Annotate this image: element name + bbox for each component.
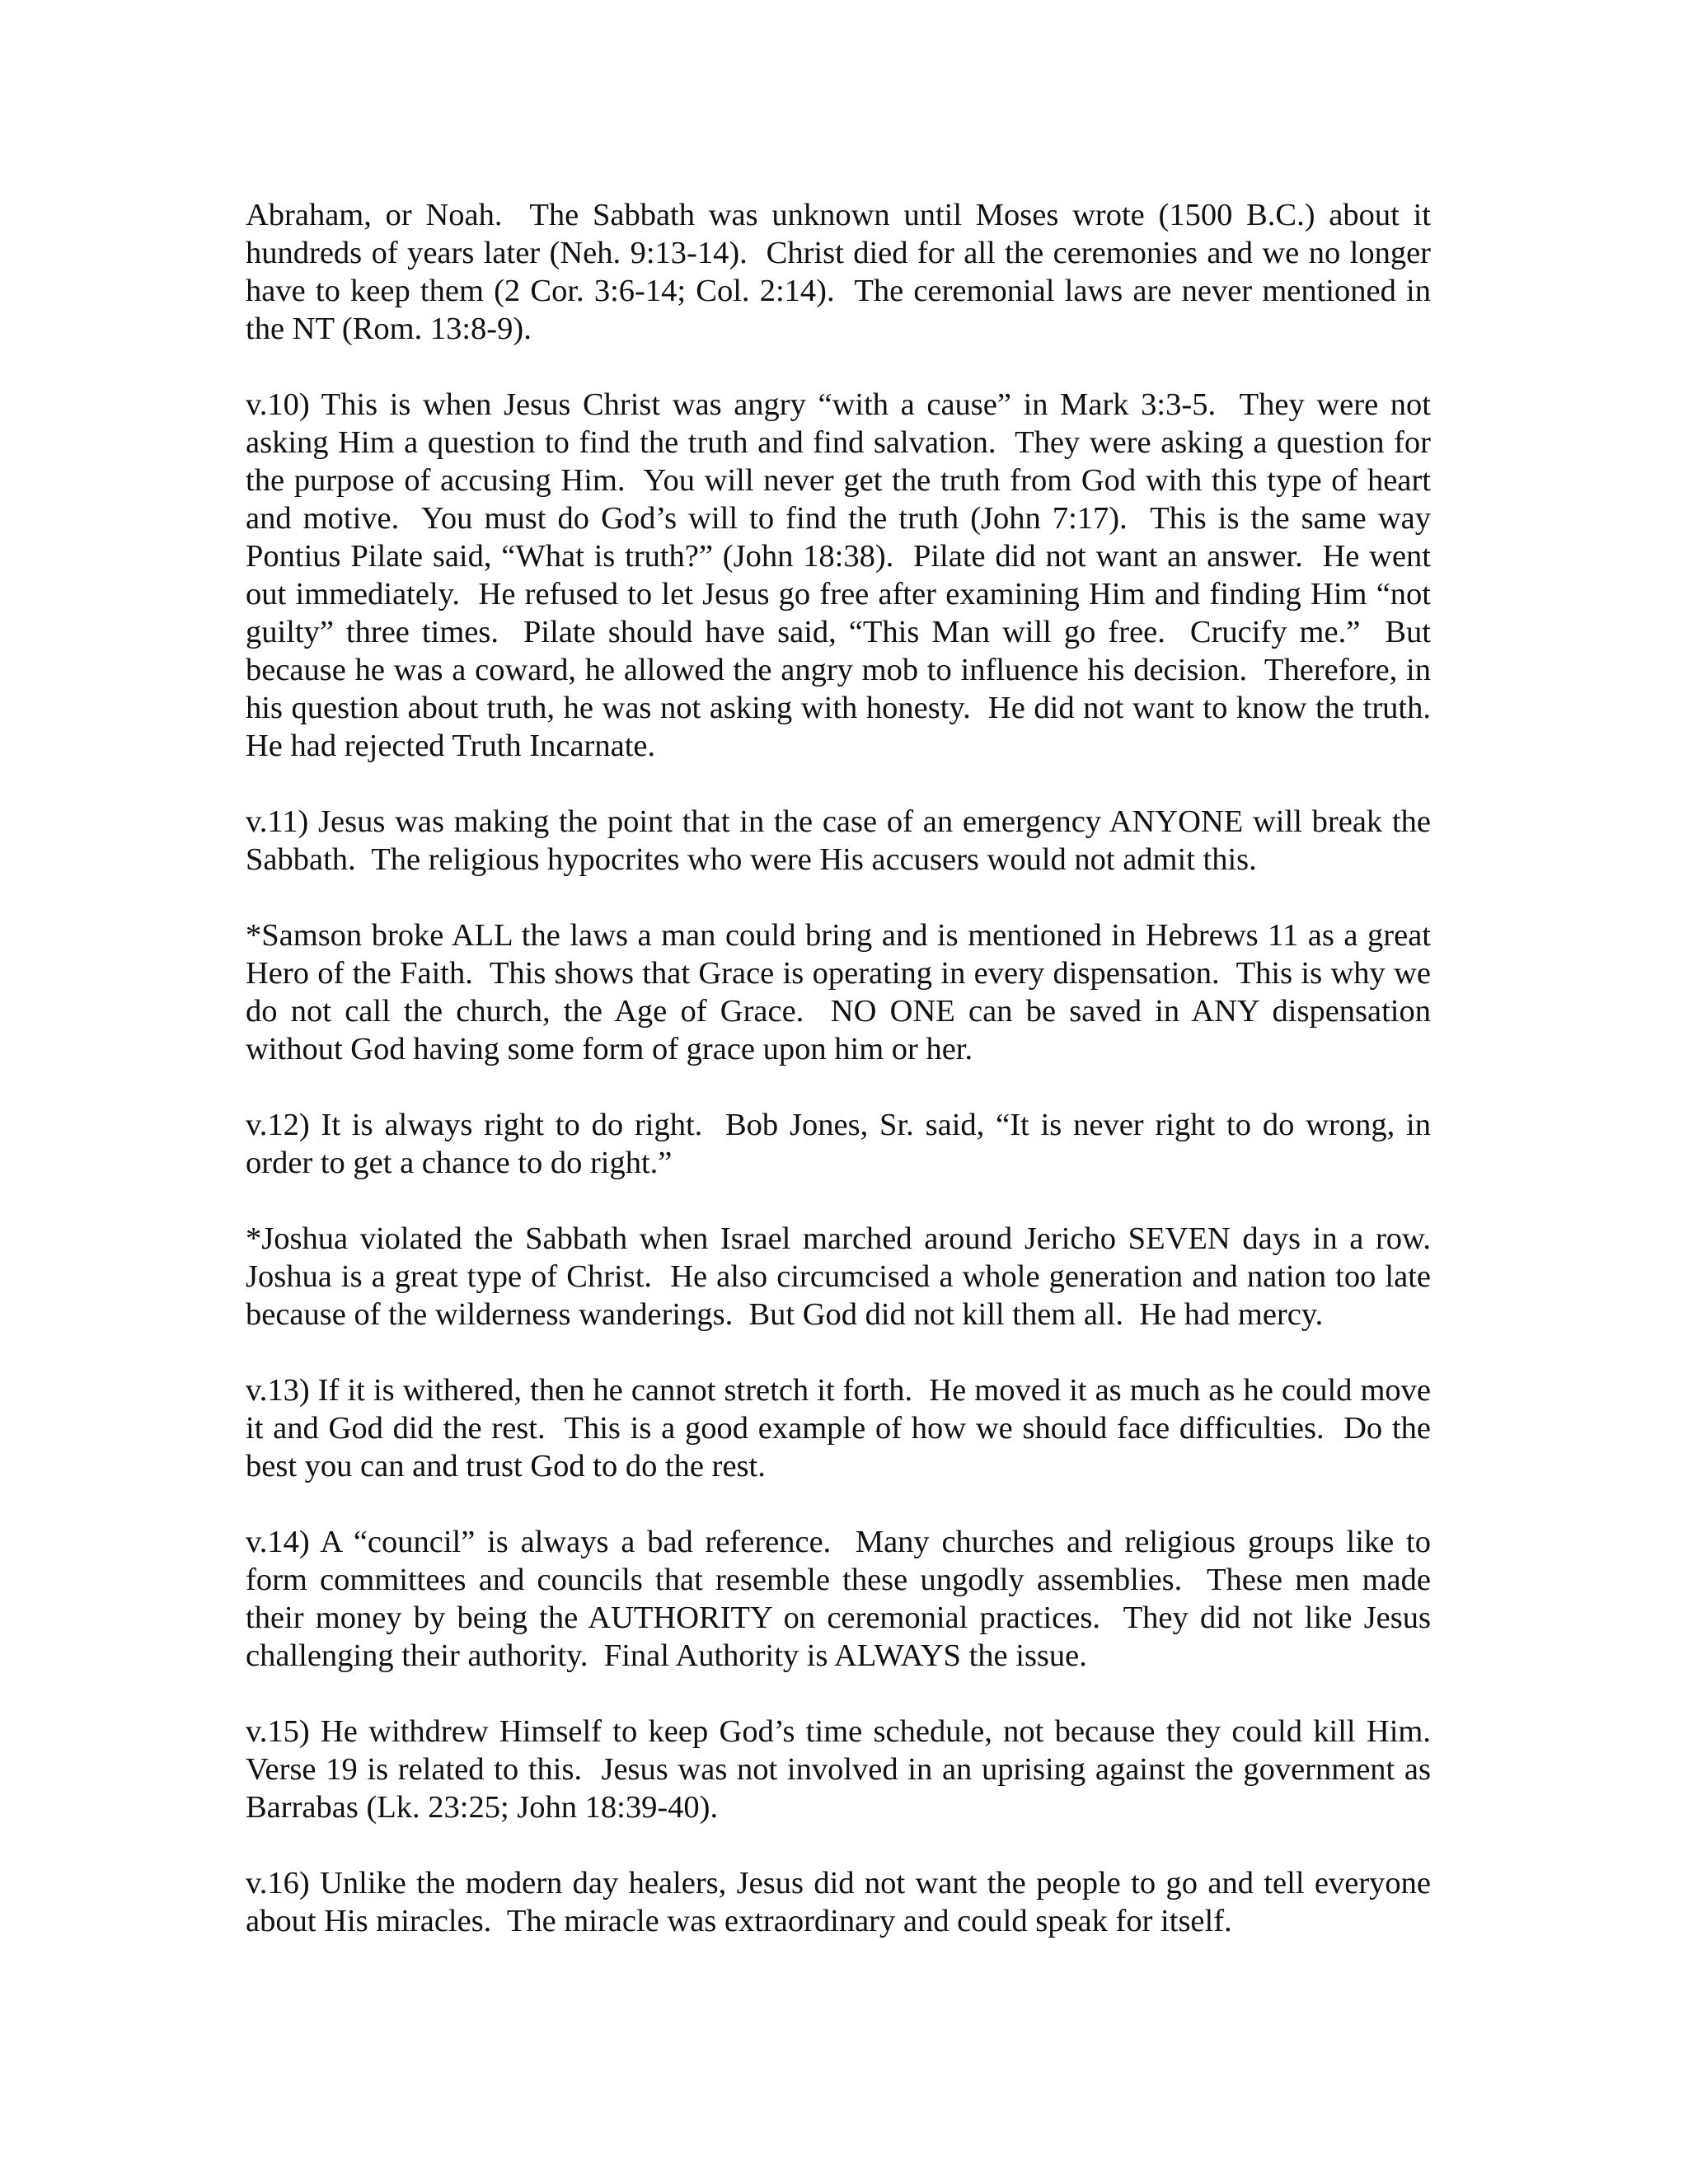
paragraph-sabbath-history: Abraham, or Noah. The Sabbath was unknown until Moses wrote (1500 B.C.) about it hundreds of years later (Neh. 9:13-14). Christ died for all the ceremonies and we no longer have to keep them (2 Cor. 3:6-14; Col. 2:14). The ceremonial laws are never mentioned in the NT (Rom. 13:8-9).	[246, 198, 1439, 346]
paragraph-verse-10: v.10) This is when Jesus Christ was angry “with a cause” in Mark 3:3-5. They were not asking Him a question to find the truth and find salvation. They were asking a question for the purpose of accusing Him. You will never get the truth from God with this type of heart and motive. You must do God’s will to find the truth (John 7:17). This is the same way Pontius Pilate said, “What is truth?” (John 18:38). Pilate did not want an answer. He went out immediately. He refused to let Jesus go free after examining Him and finding Him “not guilty” three times. Pilate should have said, “This Man will go free. Crucify me.” But because he was a coward, he allowed the angry mob to influence his decision. Therefore, in his question about truth, he was not asking with honesty. He did not want to know the truth. He had rejected Truth Incarnate.	[246, 387, 1447, 763]
document-page	[246, 196, 1447, 1940]
paragraph-verse-12: v.12) It is always right to do right. Bob Jones, Sr. said, “It is never right to do wrong, in order to get a chance to do right.”	[246, 1108, 1439, 1180]
paragraph-verse-15: v.15) He withdrew Himself to keep God’s time schedule, not because they could kill Him. Verse 19 is related to this. Jesus was not involved in an uprising against the government as Barrabas (Lk. 23:25; John 18:39-40).	[246, 1714, 1447, 1825]
paragraph-samson-note: *Samson broke ALL the laws a man could bring and is mentioned in Hebrews 11 as a great Hero of the Faith. This shows that Grace is operating in every dispensation. This is why we do not call the church, the Age of Grace. NO ONE can be saved in ANY dispensation without God having some form of grace upon him or her.	[246, 918, 1439, 1066]
paragraph-verse-14: v.14) A “council” is always a bad reference. Many churches and religious groups like to form committees and councils that resemble these ungodly assemblies. These men made their money by being the AUTHORITY on ceremonial practices. They did not like Jesus challenging their authority. Final Authority is ALWAYS the issue.	[246, 1525, 1439, 1673]
paragraph-verse-16: v.16) Unlike the modern day healers, Jesus did not want the people to go and tell everyone about His miracles. The miracle was extraordinary and could speak for itself.	[246, 1866, 1439, 1938]
paragraph-verse-11: v.11) Jesus was making the point that in the case of an emergency ANYONE will break the Sabbath. The religious hypocrites who were His accusers would not admit this.	[246, 804, 1439, 877]
paragraph-verse-13: v.13) If it is withered, then he cannot stretch it forth. He moved it as much as he could move it and God did the rest. This is a good example of how we should face difficulties. Do the best you can and trust God to do the rest.	[246, 1373, 1439, 1483]
paragraph-joshua-note: *Joshua violated the Sabbath when Israel marched around Jericho SEVEN days in a row. Joshua is a great type of Christ. He also circumcised a whole generation and nation too late because of the wilderness wanderings. But God did not kill them all. He had mercy.	[246, 1221, 1447, 1332]
